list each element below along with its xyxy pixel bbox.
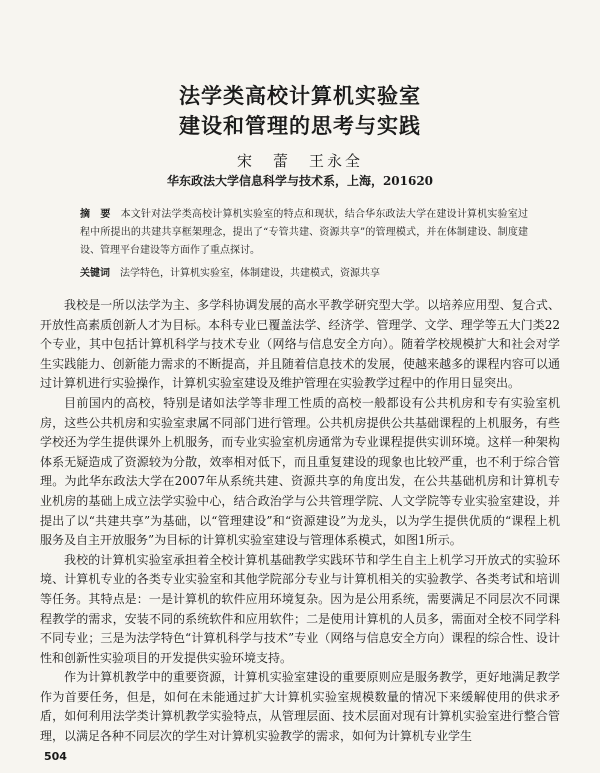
page-number: 504 [44, 750, 67, 763]
keywords-label: 关键词 [80, 268, 110, 279]
abstract [80, 206, 528, 260]
body-paragraph: 目前国内的高校，特别是诸如法学等非理工性质的高校一般都设有公共机房和专有实验室机房，这些公共机房和实验室隶属不同部门进行管理。公共机房提供公共基础课程的上机服务，有些学校还为学生提供课外上机服务，而专业实验室机房通常为专业课程提供实训环境。这样一种架构体系无疑造成了资源较为分散，效率相对低下，而且重复建设的现象也比较严重，也不利于综合管理。为此华东政法大学在2007年从系统共建、资源共享的角度出发，在公共基础机房和计算机专业机房的基础上成立法学实验中心，结合政治学与公共管理学院、人文学院等专业实验室建设，并提出了以“共建共享”为基础，以“管理建设”和“资源建设”为龙头，以为学生提供优质的“课程上机服务及自主开放服务”为目标的计算机实验室建设与管理体系模式，如图1所示。 [40, 395, 560, 548]
body-paragraph: 我校是一所以法学为主、多学科协调发展的高水平教学研究型大学。以培养应用型、复合式、开放性高素质创新人才为目标。本科专业已覆盖法学、经济学、管理学、文学、理学等五大门类22个专业，其中包括计算机科学与技术专业（网络与信息安全方向）。随着学校规模扩大和社会对学生实践能力、创新能力需求的不断提高，并且随着信息技术的发展，使越来越多的课程内容可以通过计算机进行实验操作，计算机实验室建设及维护管理在实验教学过程中的作用日显突出。 [40, 298, 560, 391]
authors: 宋 蕾 王永全 [236, 152, 363, 170]
abstract-text: 本文针对法学类高校计算机实验室的特点和现状，结合华东政法大学在建设计算机实验室过程中所提出的共建共享框架理念，提出了“专管共建、资源共享”的管理模式，并在体制建设、制度建设、管理平台建设等方面作了重点探讨。 [80, 209, 529, 256]
keywords-text: 法学特色，计算机实验室，体制建设，共建模式，资源共享 [120, 268, 380, 279]
paper-title-line-1: 法学类高校计算机实验室 [179, 84, 421, 108]
abstract-label: 摘 要 [80, 209, 111, 220]
keywords [80, 266, 528, 282]
paper-title-line-2: 建设和管理的思考与实践 [179, 114, 421, 138]
body-paragraph: 作为计算机教学中的重要资源，计算机实验室建设的重要原则应是服务教学，更好地满足教学作为首要任务，但是，如何在未能通过扩大计算机实验室规模数量的情况下来缓解使用的供求矛盾，如何利用法学类计算机教学实验特点，从管理层面、技术层面对现有计算机实验室进行整合管理，以满足各种不同层次的学生对计算机实验教学的需求，如何为计算机专业学生 [40, 670, 560, 744]
affiliation: 华东政法大学信息科学与技术系，上海，201620 [166, 174, 434, 188]
body-paragraph: 我校的计算机实验室承担着全校计算机基础教学实践环节和学生自主上机学习开放式的实验环境、计算机专业的各类专业实验室和其他学院部分专业与计算机相关的实验教学、各类考试和培训等任务。其特点是：一是计算机的软件应用环境复杂。因为是公用系统，需要满足不同层次不同课程教学的需求，安装不同的系统软件和应用软件；二是使用计算机的人员多，需面对全校不同学科不同专业；三是为法学特色“计算机科学与技术”专业（网络与信息安全方向）课程的综合性、设计性和创新性实验项目的开发提供实验环境支持。 [40, 552, 560, 665]
body-text [40, 296, 560, 747]
